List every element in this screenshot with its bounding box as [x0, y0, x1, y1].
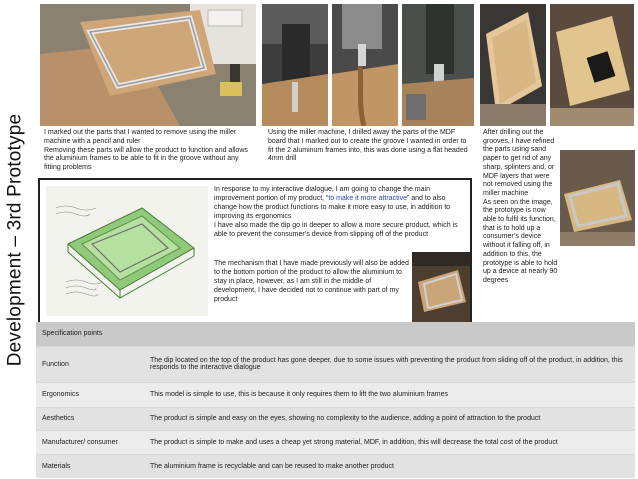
photo-milling-2 [332, 4, 398, 126]
photo-milling-3 [402, 4, 474, 126]
caption-milling [268, 129, 468, 164]
caption-marking-out [44, 129, 256, 173]
caption-refining-text: After drilling out the grooves, I have refined the parts using sand paper to get rid of any sharp, splinters and, or MDF layers that were not removed using the miller machine As seen on the image, the prototype is now able to fulfil its function, that is to hold up a consumer’s device without it falling off, in addition to this, the prototype is able to hold up a device at nearly 90 degrees [483, 129, 558, 284]
slide-title-text: Development – 3rd Prototype [4, 113, 26, 366]
dialogue-text-intro: In response to my interactive dialogue, I am going to change the main improvement portion of my product, “ [214, 186, 430, 202]
spec-value: The dip located on the top of the product has gone deeper, due to some issues with preventing the product from sliding off of the product, in addition, this responds to the interactive dialogue [144, 346, 635, 382]
table-row [36, 346, 635, 382]
dialogue-mechanism-text: The mechanism that I have made previously will also be added to the bottom portion of the product to allow the aluminium to stay in place, however, as I am still in the middle of development, I have decided not to continue with part of my product [214, 260, 409, 303]
dialogue-text-rest: ” and to also change how the product functions to make it more easy to use, in addition to improving its ergonomics I have also made the dip go in deeper to allow a more secure product, which is able to prevent the consumer’s device from slipping off of the product [214, 194, 458, 238]
spec-label: Aesthetics [36, 407, 144, 430]
spec-value: The aluminium frame is recyclable and can be reused to make another product [144, 454, 635, 478]
spec-label: Manufacturer/ consumer [36, 430, 144, 454]
dialogue-highlight: to make it more attractive [328, 194, 407, 202]
spec-label: Function [36, 346, 144, 382]
spec-label: Materials [36, 454, 144, 478]
spec-header-row [36, 322, 635, 346]
photo-marked-board [40, 4, 256, 126]
table-row [36, 430, 635, 454]
spec-value: The product is simple to make and uses a cheap yet strong material, MDF, in addition, this will decrease the total cost of the product [144, 430, 635, 454]
photo-prototype-angle [560, 150, 635, 246]
spec-value: This model is simple to use, this is because it only requires them to lift the two aluminium frames [144, 382, 635, 407]
caption-milling-text: Using the miller machine, I drilled away the parts of the MDF board that I marked out to create the groove I wanted in order to fit the 2 aluminum frames into, this was done using a flat headed 4mm drill [268, 129, 468, 163]
spec-header: Specification points [36, 322, 635, 346]
table-row [36, 454, 635, 478]
spec-label: Ergonomics [36, 382, 144, 407]
spec-value: The product is simple and easy on the eyes, showing no complexity to the audience, adding a point of attraction to the product [144, 407, 635, 430]
table-row [36, 407, 635, 430]
dialogue-box [38, 178, 472, 324]
dialogue-paragraph-2 [214, 260, 414, 305]
caption-marking-out-text: I marked out the parts that I wanted to remove using the miller machine with a pencil and ruler Removing these parts will allow the product to function and allows the aluminium frames to be able to fit in the groove without any fitting problems [44, 129, 248, 172]
specification-table [36, 322, 635, 478]
photo-refined-1 [480, 4, 546, 126]
photo-mechanism [412, 252, 470, 322]
photo-milling-1 [262, 4, 328, 126]
table-row [36, 382, 635, 407]
photo-refined-2 [550, 4, 634, 126]
dialogue-paragraph-1 [214, 186, 468, 239]
caption-refining [483, 129, 559, 286]
slide-title [0, 0, 30, 479]
prototype-sketch [46, 186, 208, 316]
